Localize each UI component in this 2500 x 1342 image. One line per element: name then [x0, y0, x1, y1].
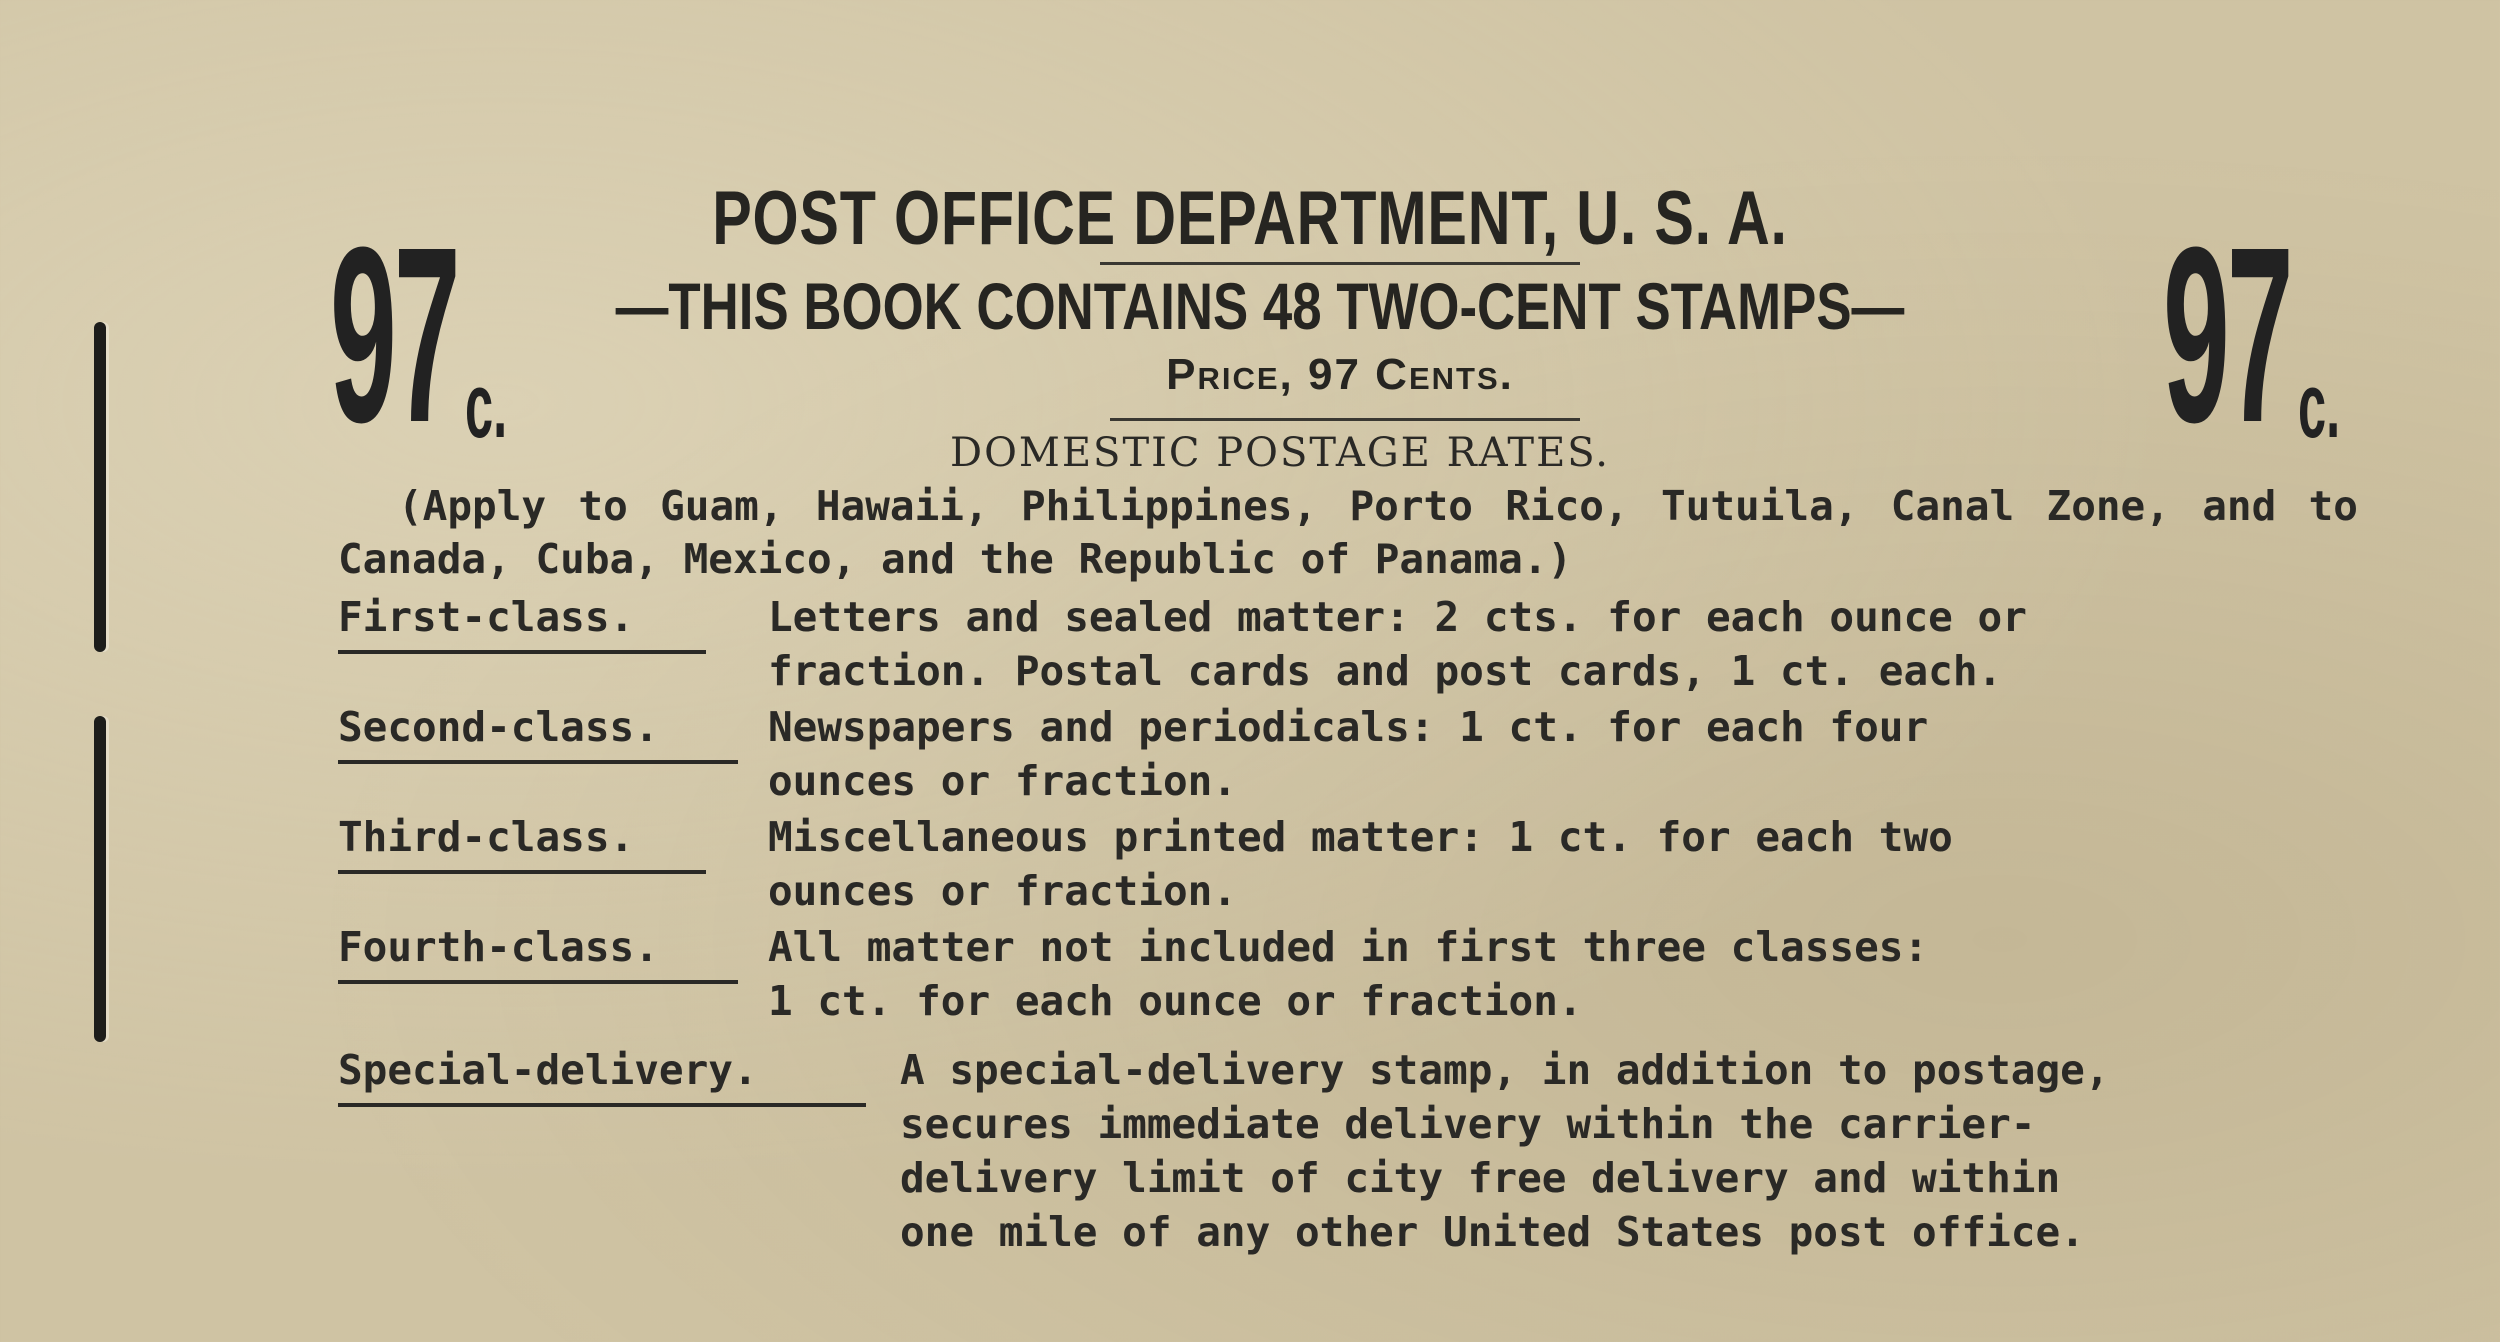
price-right-unit: c.	[2298, 355, 2341, 457]
book-contents: —THIS BOOK CONTAINS 48 TWO-CENT STAMPS—	[615, 269, 1905, 343]
rate-class-description: Newspapers and periodicals: 1 ct. for each four ounces or fraction.	[768, 703, 1929, 805]
price-right-number: 97	[2163, 195, 2291, 474]
rate-class-description: Miscellaneous printed matter: 1 ct. for each two ounces or fraction.	[768, 813, 1953, 915]
department-title: POST OFFICE DEPARTMENT, U. S. A.	[712, 176, 1788, 261]
rate-class-description: A special-delivery stamp, in addition to postage, secures immediate delivery within the carrier- delivery limit of city free delivery and within one mile of any other United States post office.	[900, 1046, 2110, 1256]
header-rule-top	[1100, 262, 1580, 265]
rate-class-name: Special-delivery.	[338, 1043, 866, 1107]
price-left-unit: c.	[465, 355, 508, 457]
rates-title: DOMESTIC POSTAGE RATES.	[950, 430, 1610, 476]
apply-note: (Apply to Guam, Hawaii, Philippines, Porto Rico, Tutuila, Canal Zone, and to Canada, Cuba, Mexico, and the Republic of Panama.)	[338, 482, 2358, 583]
rate-class-name: Second-class.	[338, 700, 738, 764]
rate-class-description: Letters and sealed matter: 2 cts. for each ounce or fraction. Postal cards and post cards, 1 ct. each.	[768, 593, 2027, 695]
price-line: Price, 97 Cents.	[1166, 350, 1514, 399]
rate-class-name: Third-class.	[338, 810, 706, 874]
header-rule-bottom	[1110, 418, 1580, 421]
price-left-number: 97	[330, 195, 458, 474]
rate-class-name: Fourth-class.	[338, 920, 738, 984]
binding-stitch-bottom	[94, 716, 106, 1042]
rate-class-name: First-class.	[338, 590, 706, 654]
rate-class-description: All matter not included in first three classes: 1 ct. for each ounce or fraction.	[768, 923, 1929, 1025]
